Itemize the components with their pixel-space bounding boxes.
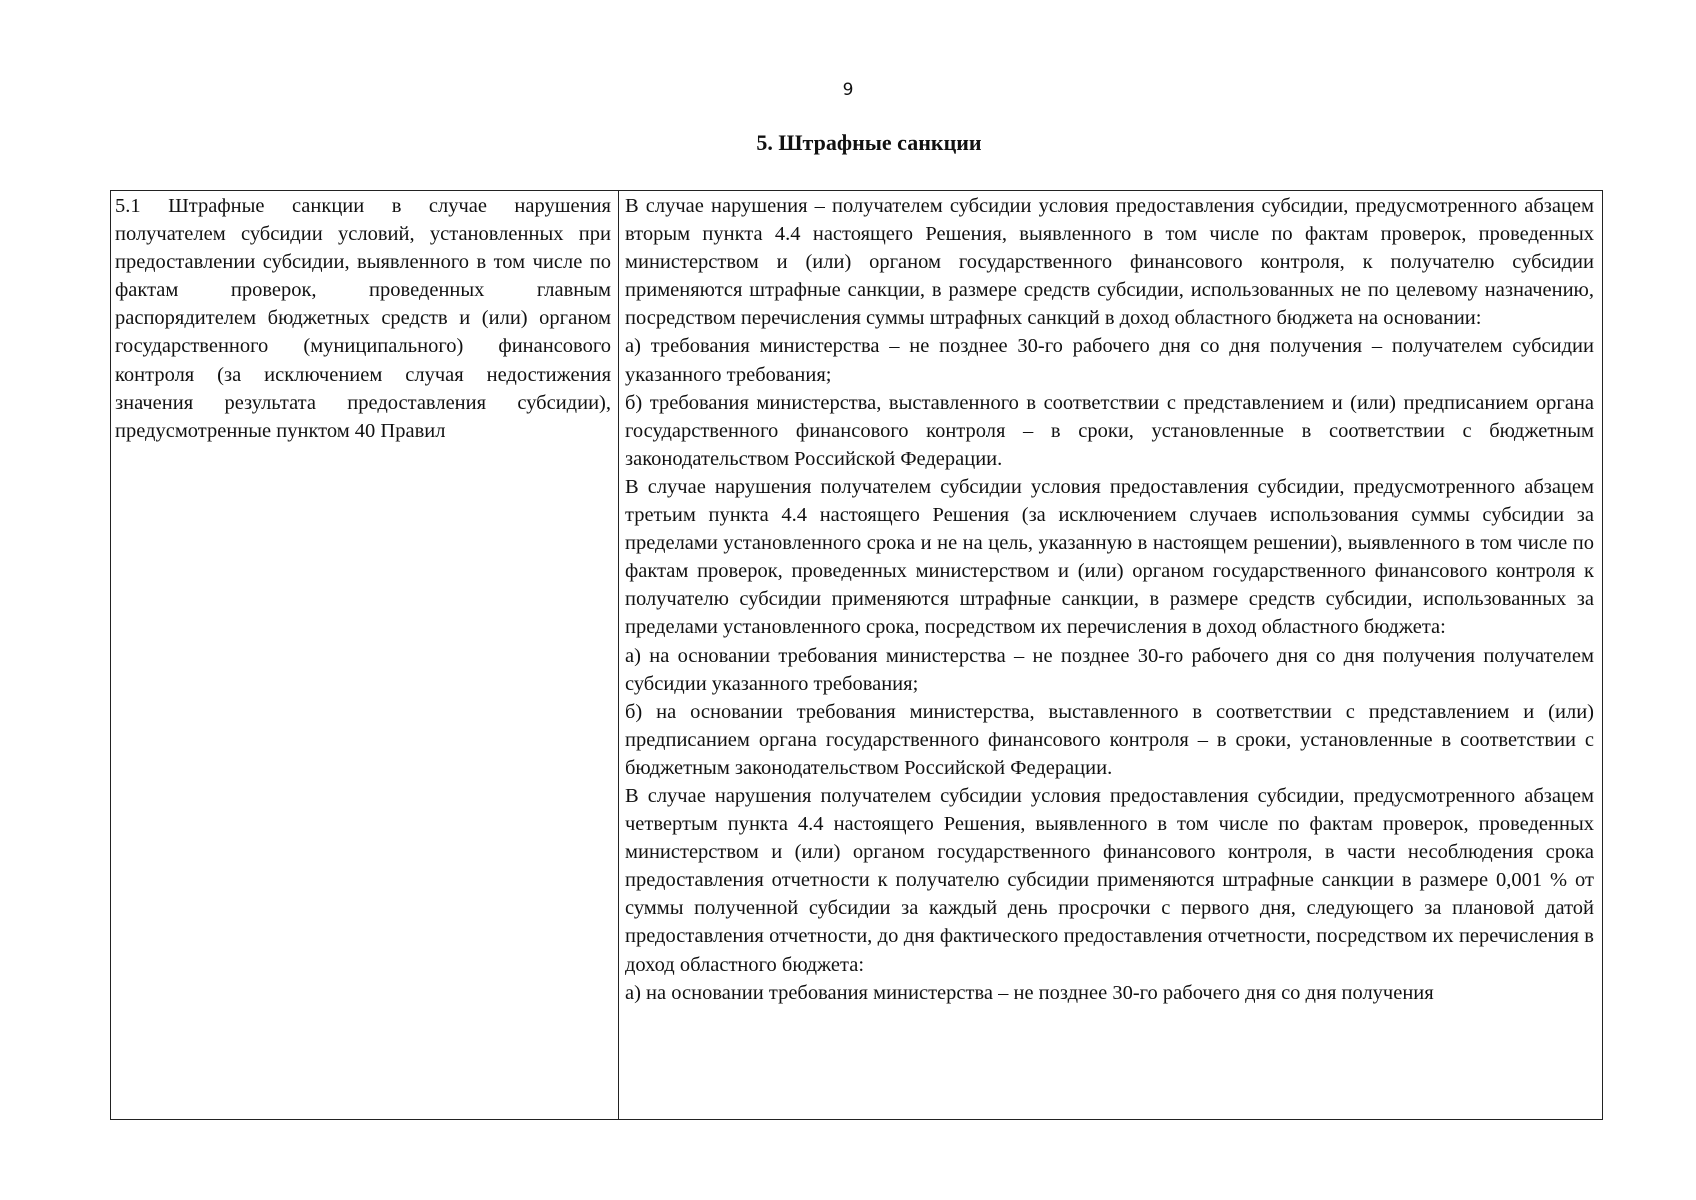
paragraph-violation-4-4-third: В случае нарушения получателем субсидии условия предоставления субсидии, предусмотренного абзацем третьим пункта 4.4 настоящего Решения (за исключением случаев использования суммы субсидии за пределами установленного срока и не на цель, указанную в настоящем решении), выявленного в том числе по фактам проверок, проведенных министерством и (или) органом государственного финансового контроля к получателю субсидии применяются штрафные санкции, в размере средств субсидии, использованных за пределами установленного срока, посредством их перечисления в доход областного бюджета:	[625, 475, 1594, 639]
paragraph-violation-4-4-fourth: В случае нарушения получателем субсидии условия предоставления субсидии, предусмотренного абзацем четвертым пункта 4.4 настоящего Решения, выявленного в том числе по фактам проверок, проведенных министерством и (или) органом государственного финансового контроля, в части несоблюдения срока предоставления отчетности к получателю субсидии применяются штрафные санкции в размере 0,001 % от суммы полученной субсидии за каждый день просрочки с первого дня, следующего за плановой датой предоставления отчетности, до дня фактического предоставления отчетности, посредством их перечисления в доход областного бюджета:	[625, 784, 1594, 976]
paragraph-item-a-2: а) на основании требования министерства – не позднее 30-го рабочего дня со дня получения получателем субсидии указанного требования;	[625, 644, 1594, 695]
paragraph-item-b-2: б) на основании требования министерства, выставленного в соответствии с представлением и (или) предписанием органа государственного финансового контроля – в сроки, установленные в соответствии с бюджетным законодательством Российской Федерации.	[625, 700, 1594, 779]
table-cell-left	[111, 191, 619, 1119]
section-title: 5. Штрафные санкции	[756, 130, 982, 155]
clause-5-1-text: 5.1 Штрафные санкции в случае нарушения получателем субсидии условий, установленных при предоставлении субсидии, выявленного в том числе по фактам проверок, проведенных главным распорядителем бюджетных средств и (или) органом государственного (муниципального) финансового контроля (за исключением случая недостижения значения результата предоставления субсидии), предусмотренные пунктом 40 Правил	[115, 195, 611, 442]
paragraph-item-a-1: а) требования министерства – не позднее 30-го рабочего дня со дня получения – получателем субсидии указанного требования;	[625, 335, 1594, 386]
sanctions-table	[110, 190, 1603, 1120]
page-number: 9	[842, 80, 854, 100]
paragraph-item-b-1: б) требования министерства, выставленного в соответствии с представлением и (или) предписанием органа государственного финансового контроля – в сроки, установленные в соответствии с бюджетным законодательством Российской Федерации.	[625, 391, 1594, 470]
paragraph-violation-4-4-second: В случае нарушения – получателем субсидии условия предоставления субсидии, предусмотренного абзацем вторым пункта 4.4 настоящего Решения, выявленного в том числе по фактам проверок, проведенных министерством и (или) органом государственного финансового контроля, к получателю субсидии применяются штрафные санкции, в размере средств субсидии, использованных не по целевому назначению, посредством перечисления суммы штрафных санкций в доход областного бюджета на основании:	[625, 195, 1594, 330]
table-cell-right	[619, 191, 1602, 1119]
paragraph-item-a-3: а) на основании требования министерства – не позднее 30-го рабочего дня со дня получения	[625, 981, 1434, 1004]
